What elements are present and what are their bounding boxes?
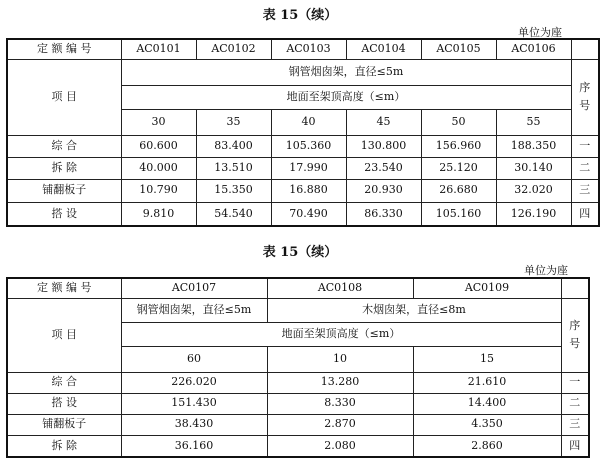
row-name: 综 合	[7, 372, 121, 393]
code-cell: AC0102	[196, 39, 271, 59]
value-cell: 36.160	[121, 435, 267, 457]
value-cell: 13.280	[267, 372, 413, 393]
value-cell: 15.350	[196, 179, 271, 202]
seq-cell: 一	[571, 135, 599, 157]
seq-label: 序 号	[561, 298, 589, 372]
height-cell: 10	[267, 346, 413, 372]
height-cell: 55	[496, 109, 571, 135]
code-cell: AC0105	[421, 39, 496, 59]
row-name: 拆 除	[7, 157, 121, 179]
table2-title: 表 15（续）	[262, 245, 338, 260]
code-cell: AC0101	[121, 39, 196, 59]
table1	[6, 38, 600, 227]
value-cell: 151.430	[121, 393, 267, 414]
value-cell: 156.960	[421, 135, 496, 157]
table1-unit: 单位为座	[518, 26, 562, 39]
table-row	[7, 414, 589, 435]
code-cell: AC0104	[346, 39, 421, 59]
value-cell: 126.190	[496, 202, 571, 226]
value-cell: 38.430	[121, 414, 267, 435]
value-cell: 130.800	[346, 135, 421, 157]
row-name: 搭 设	[7, 393, 121, 414]
group-header: 钢管烟囱架，直径≤5m	[121, 59, 571, 85]
code-label: 定 额 编 号	[7, 39, 121, 59]
height-cell: 60	[121, 346, 267, 372]
value-cell: 26.680	[421, 179, 496, 202]
table-row	[7, 202, 599, 226]
value-cell: 4.350	[413, 414, 561, 435]
value-cell: 2.870	[267, 414, 413, 435]
height-cell: 45	[346, 109, 421, 135]
group-header: 木烟囱架，直径≤8m	[267, 298, 561, 322]
value-cell: 30.140	[496, 157, 571, 179]
table-row	[7, 179, 599, 202]
seq-cell: 一	[561, 372, 589, 393]
seq-cell: 二	[561, 393, 589, 414]
row-name: 综 合	[7, 135, 121, 157]
value-cell: 60.600	[121, 135, 196, 157]
value-cell: 32.020	[496, 179, 571, 202]
table2-unit: 单位为座	[524, 264, 568, 277]
value-cell: 70.490	[271, 202, 346, 226]
sub-header: 地面至架顶高度（≤m）	[121, 85, 571, 109]
value-cell: 20.930	[346, 179, 421, 202]
row-name: 拆 除	[7, 435, 121, 457]
sub-header: 地面至架顶高度（≤m）	[121, 322, 561, 346]
value-cell: 83.400	[196, 135, 271, 157]
value-cell: 25.120	[421, 157, 496, 179]
seq-cell: 三	[561, 414, 589, 435]
value-cell: 17.990	[271, 157, 346, 179]
value-cell: 10.790	[121, 179, 196, 202]
value-cell: 54.540	[196, 202, 271, 226]
table-row	[7, 393, 589, 414]
table1-title: 表 15（续）	[262, 8, 338, 23]
height-cell: 15	[413, 346, 561, 372]
row-name: 搭 设	[7, 202, 121, 226]
value-cell: 9.810	[121, 202, 196, 226]
value-cell: 8.330	[267, 393, 413, 414]
code-cell: AC0103	[271, 39, 346, 59]
height-cell: 40	[271, 109, 346, 135]
value-cell: 188.350	[496, 135, 571, 157]
table-row	[7, 372, 589, 393]
height-cell: 30	[121, 109, 196, 135]
value-cell: 13.510	[196, 157, 271, 179]
table-row	[7, 135, 599, 157]
seq-cell: 四	[571, 202, 599, 226]
value-cell: 23.540	[346, 157, 421, 179]
row-name: 铺翻板子	[7, 414, 121, 435]
group-header: 钢管烟囱架，直径≤5m	[121, 298, 267, 322]
code-cell: AC0109	[413, 278, 561, 298]
table-row	[7, 435, 589, 457]
value-cell: 2.860	[413, 435, 561, 457]
item-label: 项 目	[7, 298, 121, 372]
code-label: 定 额 编 号	[7, 278, 121, 298]
height-cell: 35	[196, 109, 271, 135]
seq-label: 序 号	[571, 59, 599, 135]
seq-cell: 二	[571, 157, 599, 179]
table2	[6, 277, 590, 458]
value-cell: 21.610	[413, 372, 561, 393]
value-cell: 2.080	[267, 435, 413, 457]
value-cell: 40.000	[121, 157, 196, 179]
seq-cell: 四	[561, 435, 589, 457]
value-cell: 86.330	[346, 202, 421, 226]
code-cell: AC0107	[121, 278, 267, 298]
table-row	[7, 157, 599, 179]
item-label: 项 目	[7, 59, 121, 135]
row-name: 铺翻板子	[7, 179, 121, 202]
value-cell: 105.160	[421, 202, 496, 226]
code-cell: AC0106	[496, 39, 571, 59]
value-cell: 16.880	[271, 179, 346, 202]
height-cell: 50	[421, 109, 496, 135]
value-cell: 105.360	[271, 135, 346, 157]
value-cell: 226.020	[121, 372, 267, 393]
seq-cell: 三	[571, 179, 599, 202]
code-cell: AC0108	[267, 278, 413, 298]
value-cell: 14.400	[413, 393, 561, 414]
